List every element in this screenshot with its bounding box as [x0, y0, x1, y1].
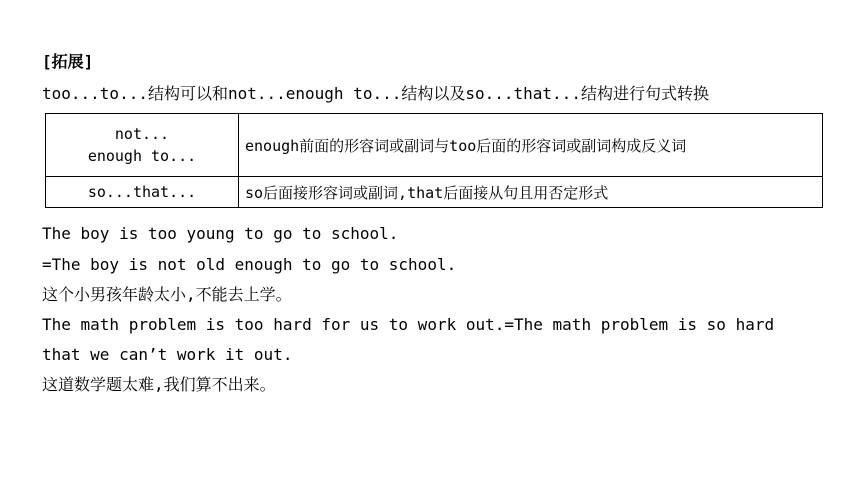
example-sentence: The boy is too young to go to school. — [42, 224, 399, 243]
grammar-table — [45, 113, 823, 208]
table-row — [46, 114, 823, 177]
example-sentence: =The boy is not old enough to go to school. — [42, 255, 457, 274]
intro-text: too...to...结构可以和not...enough to...结构以及so...that...结构进行句式转换 — [42, 84, 709, 103]
structure-cell: so...that... — [46, 177, 239, 208]
example-sentence: The math problem is too hard for us to work out.=The math problem is so hard — [42, 315, 775, 334]
table-row — [46, 177, 823, 208]
structure-cell — [46, 114, 239, 177]
example-sentence: that we can’t work it out. — [42, 345, 293, 364]
example-translation: 这个小男孩年龄太小,不能去上学。 — [42, 285, 292, 304]
explanation-cell: so后面接形容词或副词,that后面接从句且用否定形式 — [239, 177, 823, 208]
structure-line: enough to... — [87, 147, 197, 165]
example-translation: 这道数学题太难,我们算不出来。 — [42, 375, 276, 394]
structure-line: not... — [114, 125, 170, 143]
section-heading: [拓展] — [42, 52, 94, 71]
explanation-cell: enough前面的形容词或副词与too后面的形容词或副词构成反义词 — [239, 114, 823, 177]
